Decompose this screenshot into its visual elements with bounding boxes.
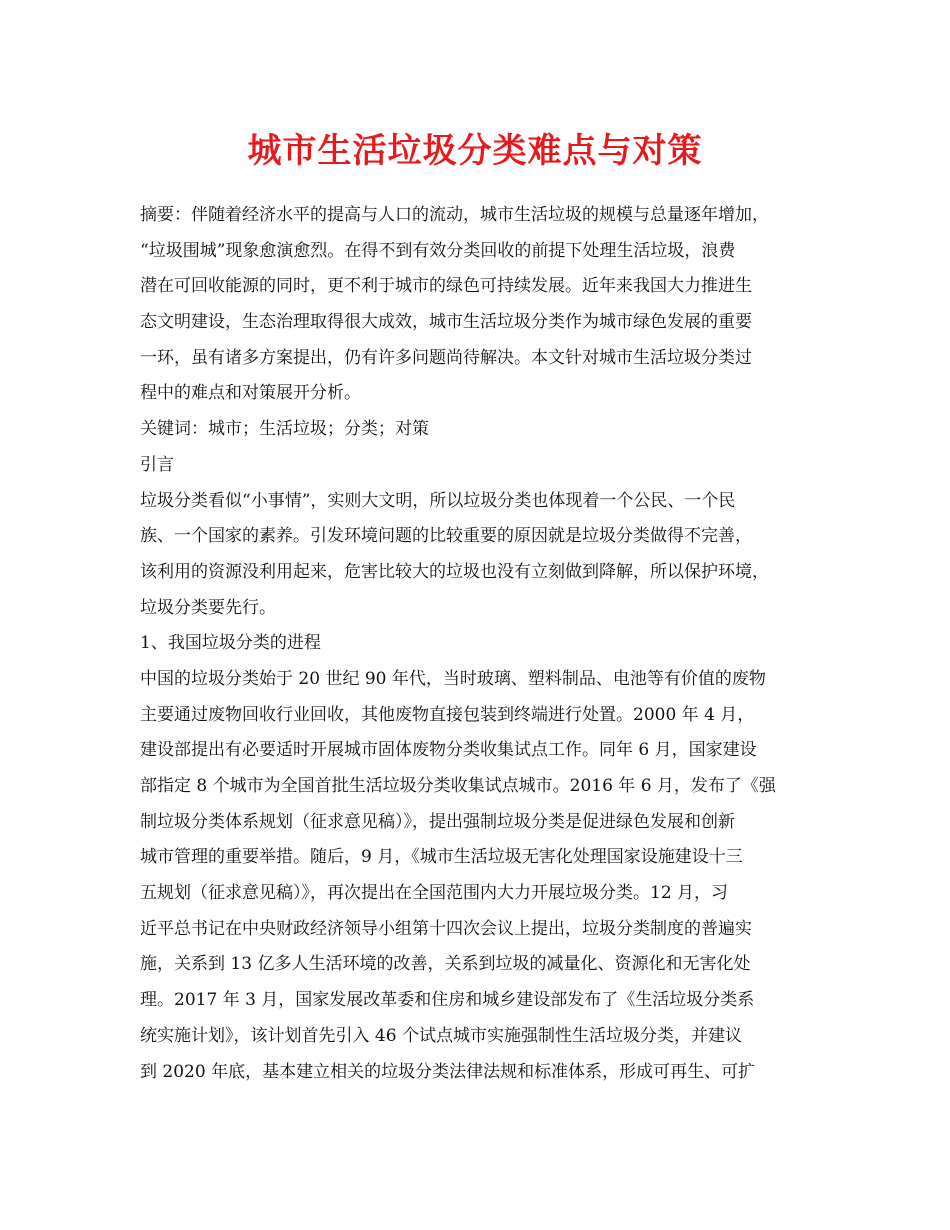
text-line: 近平总书记在中央财政经济领导小组第十四次会议上提出，垃圾分类制度的普遍实 xyxy=(140,918,752,939)
text-line: 潜在可回收能源的同时，更不利于城市的绿色可持续发展。近年来我国大力推进生 xyxy=(140,276,752,297)
text-line: 垃圾分类要先行。 xyxy=(140,597,276,618)
text-line: 城市管理的重要举措。随后，9 月，《城市生活垃圾无害化处理国家设施建设十三 xyxy=(140,847,743,868)
keywords-line: 关键词：城市；生活垃圾；分类；对策 xyxy=(140,419,429,440)
text-line: 态文明建设，生态治理取得很大成效，城市生活垃圾分类作为城市绿色发展的重要 xyxy=(140,312,752,333)
text-line: 建设部提出有必要适时开展城市固体废物分类收集试点工作。同年 6 月，国家建设 xyxy=(140,740,757,761)
document-body xyxy=(140,198,820,1090)
text-line: 中国的垃圾分类始于 20 世纪 90 年代，当时玻璃、塑料制品、电池等有价值的废物 xyxy=(140,668,766,689)
text-line: 五规划（征求意见稿）》，再次提出在全国范围内大力开展垃圾分类。12 月，习 xyxy=(140,883,729,904)
text-line: 理。2017 年 3 月，国家发展改革委和住房和城乡建设部发布了《生活垃圾分类系 xyxy=(140,990,755,1011)
text-line: 族、一个国家的素养。引发环境问题的比较重要的原因就是垃圾分类做得不完善， xyxy=(140,526,752,547)
text-line: 到 2020 年底，基本建立相关的垃圾分类法律法规和标准体系，形成可再生、可扩 xyxy=(140,1061,756,1082)
text-line: 施，关系到 13 亿多人生活环境的改善，关系到垃圾的减量化、资源化和无害化处 xyxy=(140,954,751,975)
text-line: 垃圾分类看似“小事情”，实则大文明，所以垃圾分类也体现着一个公民、一个民 xyxy=(140,490,736,511)
document-title: 城市生活垃圾分类难点与对策 xyxy=(247,131,703,171)
text-line: 一环，虽有诸多方案提出，仍有许多问题尚待解决。本文针对城市生活垃圾分类过 xyxy=(140,347,752,368)
text-line: 主要通过废物回收行业回收，其他废物直接包装到终端进行处置。2000 年 4 月， xyxy=(140,704,755,725)
text-line: 部指定 8 个城市为全国首批生活垃圾分类收集试点城市。2016 年 6 月，发布了《强 xyxy=(140,776,776,796)
text-line: 摘要：伴随着经济水平的提高与人口的流动，城市生活垃圾的规模与总量逐年增加， xyxy=(140,205,769,225)
text-line: 该利用的资源没利用起来，危害比较大的垃圾也没有立刻做到降解，所以保护环境， xyxy=(140,561,769,582)
section-heading-intro: 引言 xyxy=(140,454,174,475)
text-line: 程中的难点和对策展开分析。 xyxy=(140,383,361,404)
text-line: 制垃圾分类体系规划（征求意见稿）》，提出强制垃圾分类是促进绿色发展和创新 xyxy=(140,811,735,832)
section-heading-1: 1、我国垃圾分类的进程 xyxy=(140,633,321,654)
text-line: 统实施计划》，该计划首先引入 46 个试点城市实施强制性生活垃圾分类，并建议 xyxy=(140,1025,742,1046)
text-line: “垃圾围城”现象愈演愈烈。在得不到有效分类回收的前提下处理生活垃圾，浪费 xyxy=(140,240,736,261)
